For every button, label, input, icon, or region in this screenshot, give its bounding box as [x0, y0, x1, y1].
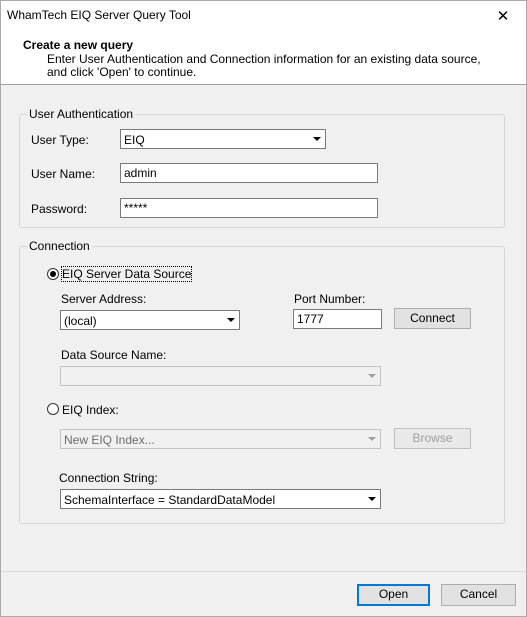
connection-string-value: SchemaInterface = StandardDataModel — [64, 493, 276, 507]
server-address-value: (local) — [64, 314, 97, 328]
eiq-server-data-source-radio[interactable] — [47, 268, 59, 280]
eiq-index-label[interactable]: EIQ Index: — [62, 403, 119, 417]
chevron-down-icon[interactable] — [308, 130, 325, 148]
chevron-down-icon[interactable] — [363, 430, 380, 448]
eiq-index-radio[interactable] — [47, 403, 59, 415]
browse-button[interactable]: Browse — [394, 428, 471, 449]
header-title: Create a new query — [23, 38, 134, 52]
header-description: Enter User Authentication and Connection information for an existing data source, and click 'Open' to continue. — [47, 52, 481, 79]
eiq-index-select[interactable] — [60, 429, 381, 449]
user-authentication-legend: User Authentication — [29, 107, 134, 121]
port-number-label: Port Number: — [294, 292, 366, 306]
user-name-label: User Name: — [31, 167, 96, 181]
eiq-index-value: New EIQ Index... — [64, 433, 155, 447]
eiq-server-data-source-label[interactable]: EIQ Server Data Source — [62, 267, 192, 281]
chevron-down-icon[interactable] — [222, 311, 239, 329]
open-button[interactable]: Open — [357, 584, 430, 606]
data-source-name-label: Data Source Name: — [61, 348, 167, 362]
header-panel — [1, 31, 526, 85]
password-label: Password: — [31, 202, 88, 216]
window-title: WhamTech EIQ Server Query Tool — [7, 8, 191, 22]
connect-button[interactable]: Connect — [394, 308, 471, 329]
close-button[interactable] — [480, 1, 526, 31]
connection-string-select[interactable] — [60, 489, 381, 509]
user-name-input[interactable]: admin — [120, 163, 378, 183]
chevron-down-icon[interactable] — [363, 367, 380, 385]
cancel-button[interactable]: Cancel — [441, 584, 516, 606]
close-icon: ✕ — [496, 8, 510, 25]
password-input[interactable]: ***** — [120, 198, 378, 218]
server-address-label: Server Address: — [61, 292, 147, 306]
title-bar — [1, 1, 526, 31]
connection-legend: Connection — [29, 239, 90, 253]
port-number-input[interactable]: 1777 — [293, 309, 382, 329]
user-type-value: EIQ — [124, 133, 145, 147]
chevron-down-icon[interactable] — [363, 490, 380, 508]
user-type-label: User Type: — [31, 133, 89, 147]
user-type-select[interactable] — [120, 129, 326, 149]
connection-string-label: Connection String: — [59, 471, 158, 485]
footer-divider — [1, 571, 526, 572]
data-source-name-select[interactable] — [60, 366, 381, 386]
server-address-select[interactable] — [60, 310, 240, 330]
